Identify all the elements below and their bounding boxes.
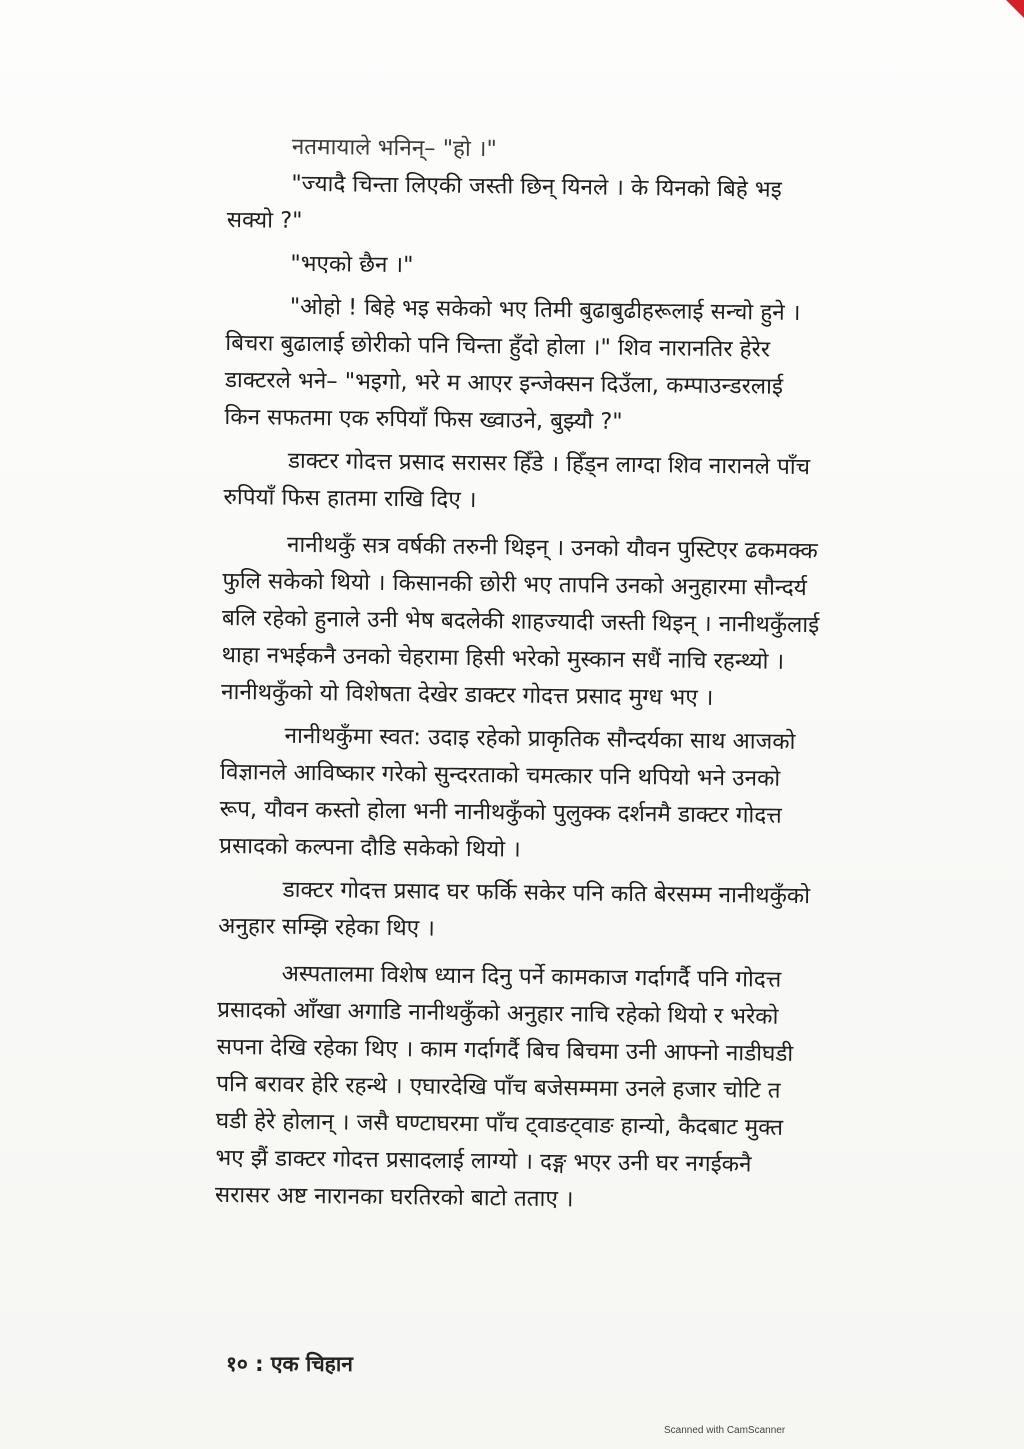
text-line: रूप, यौवन कस्तो होला भनी नानीथकुँको पुलुक्क दर्शनमै डाक्टर गोदत्त <box>219 795 782 829</box>
text-line: "भएको छैन ।" <box>290 250 414 279</box>
text-line: बलि रहेको हुनाले उनी भेष बदलेकी शाहज्यादी जस्ती थिइन् । नानीथकुँलाई <box>221 604 820 639</box>
scanner-watermark: Scanned with CamScanner <box>664 1425 786 1436</box>
text-line: थाहा नभईकनै उनको चेहरामा हिसी भरेको मुस्कान सधैं नाचि रहन्थ्यो । <box>221 641 785 675</box>
text-line: किन सफतमा एक रुपियाँ फिस ख्वाउने, बुझ्यौ ?" <box>224 403 623 435</box>
text-line: फुलि सकेको थियो । किसानकी छोरी भए तापनि उनको अनुहारमा सौन्दर्य <box>222 567 807 602</box>
text-line: भए झैं डाक्टर गोदत्त प्रसादलाई लाग्यो । दङ्ग भएर उनी घर नगईकनै <box>215 1144 752 1178</box>
text-line: सरासर अष्ट नारानका घरतिरको बाटो तताए । <box>214 1181 574 1213</box>
text-line: विज्ञानले आविष्कार गरेको सुन्दरताको चमत्कार पनि थपियो भने उनको <box>219 758 781 792</box>
text-line: नानीथकुँ सत्र वर्षकी तरुनी थिइन् । उनको यौवन पुस्टिएर ढकमक्क <box>286 531 818 565</box>
text-line: अस्पतालमा विशेष ध्यान दिनु पर्ने कामकाज गर्दागर्दै पनि गोदत्त <box>281 960 782 993</box>
text-line: घडी हेरे होलान् । जसै घण्टाघरमा पाँच ट्वाङट्वाङ हान्यो, कैदबाट मुक्त <box>215 1107 784 1141</box>
text-line: नानीथकुँमा स्वत: उदाइ रहेको प्राकृतिक सौन्दर्यका साथ आजको <box>284 722 796 755</box>
text-line: नतमायाले भनिन्– "हो ।" <box>291 133 497 163</box>
text-line: सक्यो ?" <box>226 206 303 234</box>
text-line: "ओहो ! बिहे भइ सकेको भए तिमी बुढाबुढीहरूलाई सन्चो हुने । <box>289 293 801 327</box>
text-line: नानीथकुँको यो विशेषता देखेर डाक्टर गोदत्त प्रसाद मुग्ध भए । <box>220 678 714 711</box>
text-line: बिचरा बुढालाई छोरीको पनि चिन्ता हुँदो होला ।" शिव नारानतिर हेरेर <box>225 329 771 363</box>
text-line: डाक्टर गोदत्त प्रसाद घर फर्कि सकेर पनि कति बेरसम्म नानीथकुँको <box>282 876 811 910</box>
text-line: अनुहार सम्झि रहेका थिए । <box>218 912 436 942</box>
body-text <box>215 128 876 1222</box>
red-corner-mark <box>1006 0 1024 18</box>
text-line: "ज्यादै चिन्ता लिएकी जस्ती छिन् यिनले । के यिनको बिहे भइ <box>291 170 782 203</box>
text-line: प्रसादको आँखा अगाडि नानीथकुँको अनुहार नाचि रहेको थियो र भरेको <box>217 996 779 1030</box>
text-line: डाक्टरले भने– "भइगो, भरे म आएर इन्जेक्सन दिउँला, कम्पाउन्डरलाई <box>224 366 784 400</box>
text-line: प्रसादको कल्पना दौडि सकेको थियो । <box>219 832 521 863</box>
text-line: पनि बरावर हेरि रहन्थे । एघारदेखि पाँच बजेसम्ममा उनले हजार चोटि त <box>216 1070 781 1104</box>
text-line: सपना देखि रहेका थिए । काम गर्दागर्दै बिच बिचमा उनी आफ्नो नाडीघडी <box>216 1033 794 1067</box>
text-line: डाक्टर गोदत्त प्रसाद सरासर हिँडे । हिँड्न लाग्दा शिव नारानले पाँच <box>287 447 811 481</box>
page-footer: १० : एक चिहान <box>226 1352 353 1376</box>
text-line: रुपियाँ फिस हातमा राखि दिए । <box>223 483 477 514</box>
